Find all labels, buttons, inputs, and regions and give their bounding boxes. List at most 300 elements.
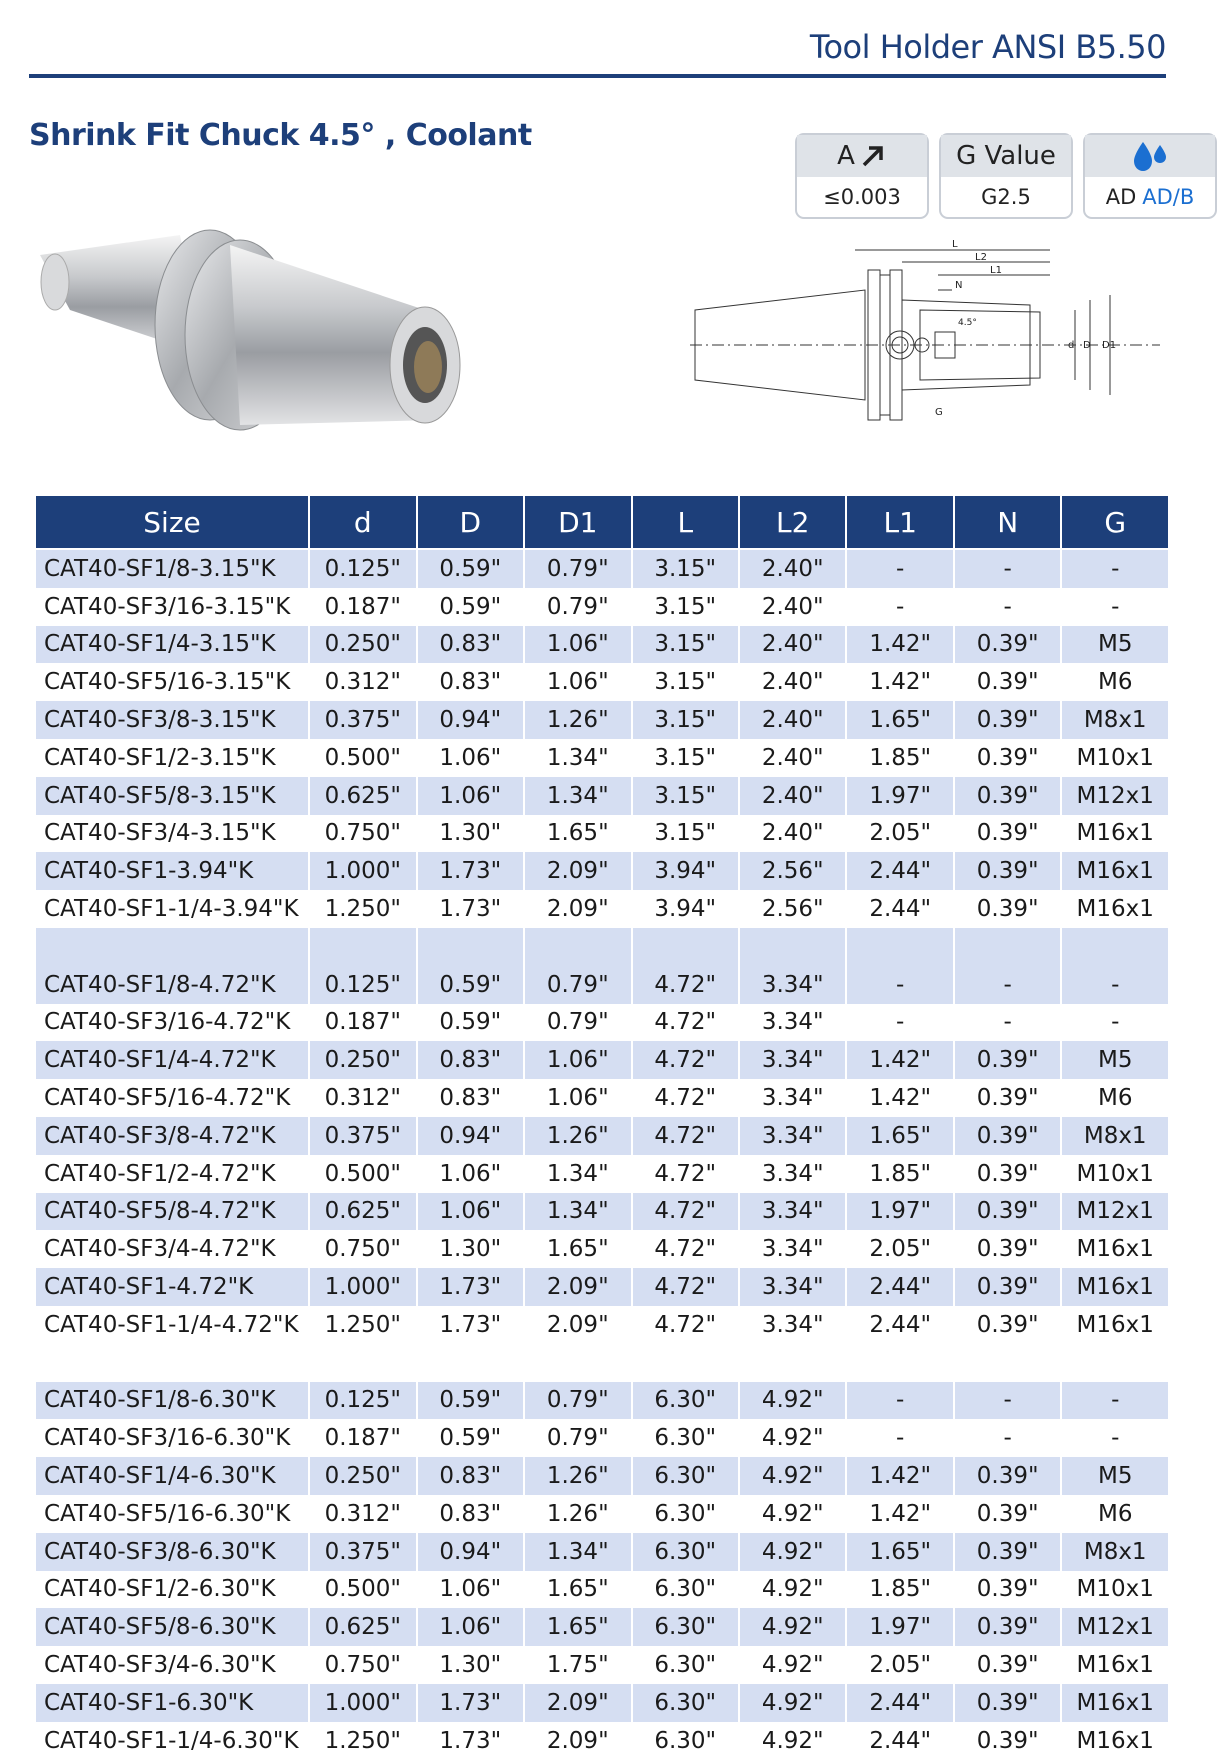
cell-d: 0.375" [310,1533,415,1571]
cell-l2: 3.34" [740,1193,845,1231]
cell-d: 0.500" [310,739,415,777]
cell-d: 0.250" [310,626,415,664]
cell-d: 1.000" [310,852,415,890]
cell-d: 1.73" [418,1722,523,1760]
cell-d1: 1.75" [525,1646,630,1684]
cell-n: 0.39" [955,852,1060,890]
cell-l2: 3.34" [740,1230,845,1268]
cell-n: 0.39" [955,815,1060,853]
cell-size: CAT40-SF3/4-4.72"K [36,1230,308,1268]
table-row [36,1722,1168,1760]
cell-n: 0.39" [955,663,1060,701]
col-D1: D1 [525,496,630,550]
cell-g: M10x1 [1062,739,1168,777]
cell-d: 0.59" [418,550,523,588]
table-row [36,626,1168,664]
cell-l: 3.15" [633,815,738,853]
cell-d1: 0.79" [525,1382,630,1420]
spacer-cell [633,928,738,966]
table-row [36,1457,1168,1495]
cell-size: CAT40-SF1/8-4.72"K [36,966,308,1004]
cell-d: 0.94" [418,701,523,739]
technical-drawing [690,239,1170,480]
cell-d: 0.187" [310,588,415,626]
cell-l1: 1.65" [847,1117,952,1155]
cell-size: CAT40-SF1-3.94"K [36,852,308,890]
table-row [36,663,1168,701]
cell-size: CAT40-SF1/4-6.30"K [36,1457,308,1495]
cell-d: 0.59" [418,588,523,626]
cell-d1: 1.26" [525,701,630,739]
cell-l: 3.94" [633,852,738,890]
cell-l: 4.72" [633,1306,738,1344]
cell-l1: 1.85" [847,1571,952,1609]
cell-g: M16x1 [1062,1684,1168,1722]
cell-size: CAT40-SF1/4-4.72"K [36,1041,308,1079]
cell-l: 4.72" [633,1193,738,1231]
spacer-cell [1062,1344,1168,1382]
col-L2: L2 [740,496,845,550]
cell-d1: 1.34" [525,739,630,777]
cell-l1: 1.42" [847,1495,952,1533]
cell-l: 6.30" [633,1646,738,1684]
cell-l1: 2.44" [847,1306,952,1344]
spacer-cell [310,1344,415,1382]
table-row [36,1079,1168,1117]
cell-l2: 4.92" [740,1382,845,1420]
cell-d: 0.125" [310,550,415,588]
cell-l1: 1.65" [847,1533,952,1571]
cell-d: 0.83" [418,1079,523,1117]
cell-l1: 2.05" [847,1646,952,1684]
cell-size: CAT40-SF3/16-4.72"K [36,1004,308,1042]
table-row [36,1268,1168,1306]
cell-n: 0.39" [955,1608,1060,1646]
cell-size: CAT40-SF1/2-3.15"K [36,739,308,777]
cell-g: - [1062,550,1168,588]
cell-l1: - [847,1004,952,1042]
cell-d1: 1.34" [525,1533,630,1571]
col-d: d [310,496,415,550]
cell-n: 0.39" [955,1495,1060,1533]
cell-d1: 1.06" [525,663,630,701]
spacer-cell [418,928,523,966]
cell-g: M8x1 [1062,1117,1168,1155]
cell-size: CAT40-SF5/8-4.72"K [36,1193,308,1231]
cell-d: 1.73" [418,1306,523,1344]
cell-g: - [1062,1382,1168,1420]
cell-l2: 2.40" [740,588,845,626]
dim-L1: L1 [990,265,1002,276]
cell-l1: 2.44" [847,1722,952,1760]
cell-l2: 3.34" [740,1306,845,1344]
cell-d: 1.250" [310,1722,415,1760]
spec-badges [795,133,1217,219]
cell-g: M5 [1062,1041,1168,1079]
cell-l2: 4.92" [740,1457,845,1495]
table-row [36,1193,1168,1231]
cell-g: M12x1 [1062,777,1168,815]
cell-d: 1.30" [418,815,523,853]
cell-d: 1.30" [418,1230,523,1268]
cell-l2: 2.40" [740,550,845,588]
cell-d: 0.59" [418,1382,523,1420]
table-row [36,1495,1168,1533]
dim-D1: D1 [1102,340,1117,351]
group-spacer-row [36,1344,1168,1382]
group-spacer-row [36,928,1168,966]
cell-d: 1.06" [418,777,523,815]
cell-l2: 2.40" [740,815,845,853]
cell-l2: 2.56" [740,852,845,890]
cell-size: CAT40-SF1-6.30"K [36,1684,308,1722]
cell-d: 1.73" [418,890,523,928]
cell-d: 0.375" [310,1117,415,1155]
cell-d1: 1.06" [525,1079,630,1117]
table-row [36,1117,1168,1155]
cell-g: M16x1 [1062,1306,1168,1344]
cell-g: M6 [1062,1495,1168,1533]
cell-size: CAT40-SF3/8-3.15"K [36,701,308,739]
cell-g: M16x1 [1062,1230,1168,1268]
cell-l2: 4.92" [740,1495,845,1533]
cell-l: 4.72" [633,1004,738,1042]
table-row [36,1684,1168,1722]
cell-d: 0.94" [418,1117,523,1155]
cell-d: 1.06" [418,739,523,777]
cell-size: CAT40-SF1-1/4-4.72"K [36,1306,308,1344]
document-header [29,18,1166,78]
cell-l1: 1.97" [847,1193,952,1231]
cell-d1: 0.79" [525,588,630,626]
cell-n: 0.39" [955,739,1060,777]
cell-d1: 1.65" [525,1608,630,1646]
cell-l2: 4.92" [740,1608,845,1646]
cell-g: M12x1 [1062,1193,1168,1231]
cell-l1: 1.42" [847,1457,952,1495]
cell-l1: 1.97" [847,777,952,815]
table-row [36,777,1168,815]
coolant-ad: AD [1105,185,1137,209]
cell-d1: 0.79" [525,966,630,1004]
spec-table [34,496,1170,1760]
spacer-cell [1062,928,1168,966]
cell-n: 0.39" [955,1155,1060,1193]
cell-size: CAT40-SF1-1/4-3.94"K [36,890,308,928]
product-photo [30,215,485,480]
cell-l: 3.94" [633,890,738,928]
cell-l1: 2.05" [847,1230,952,1268]
cell-d: 0.625" [310,1193,415,1231]
table-header-row [36,496,1168,550]
cell-l: 6.30" [633,1533,738,1571]
cell-d: 1.73" [418,852,523,890]
cell-l2: 3.34" [740,1268,845,1306]
table-row [36,966,1168,1004]
spacer-cell [36,1344,308,1382]
cell-d: 0.94" [418,1533,523,1571]
cell-d1: 0.79" [525,550,630,588]
cell-d: 1.06" [418,1193,523,1231]
cell-l: 3.15" [633,663,738,701]
cell-d1: 1.26" [525,1117,630,1155]
spacer-cell [310,928,415,966]
cell-d: 0.187" [310,1419,415,1457]
cell-g: - [1062,1419,1168,1457]
cell-n: 0.39" [955,1684,1060,1722]
cell-d: 1.000" [310,1268,415,1306]
catalog-title: Tool Holder ANSI B5.50 [809,28,1166,66]
cell-d1: 1.26" [525,1457,630,1495]
cell-n: 0.39" [955,1193,1060,1231]
dim-d: d [1068,340,1075,351]
cell-l1: 1.42" [847,663,952,701]
cell-l1: - [847,1419,952,1457]
cell-n: - [955,966,1060,1004]
dim-D: D [1083,340,1091,351]
spacer-cell [418,1344,523,1382]
cell-l1: - [847,588,952,626]
cell-l1: 1.85" [847,739,952,777]
table-row [36,1306,1168,1344]
cell-l: 4.72" [633,1155,738,1193]
cell-l: 3.15" [633,588,738,626]
cell-l: 6.30" [633,1495,738,1533]
cell-n: 0.39" [955,701,1060,739]
cell-size: CAT40-SF1/4-3.15"K [36,626,308,664]
spacer-cell [525,1344,630,1382]
cell-d: 0.500" [310,1571,415,1609]
cell-n: 0.39" [955,1079,1060,1117]
cell-n: 0.39" [955,1230,1060,1268]
cell-size: CAT40-SF5/8-3.15"K [36,777,308,815]
spacer-cell [740,928,845,966]
cell-d1: 0.79" [525,1004,630,1042]
table-row [36,1155,1168,1193]
cell-l2: 3.34" [740,966,845,1004]
g-value-value: G2.5 [981,185,1031,209]
cell-d: 0.312" [310,1495,415,1533]
cell-d: 0.59" [418,966,523,1004]
cell-d: 0.750" [310,1646,415,1684]
cell-l2: 3.34" [740,1041,845,1079]
cell-size: CAT40-SF5/16-4.72"K [36,1079,308,1117]
cell-size: CAT40-SF3/4-6.30"K [36,1646,308,1684]
cell-l: 4.72" [633,1117,738,1155]
cell-d: 1.30" [418,1646,523,1684]
cell-l2: 4.92" [740,1646,845,1684]
cell-d1: 2.09" [525,852,630,890]
cell-d: 0.250" [310,1457,415,1495]
cell-n: 0.39" [955,1722,1060,1760]
cell-d: 0.59" [418,1004,523,1042]
cell-n: - [955,550,1060,588]
cell-g: M8x1 [1062,1533,1168,1571]
table-row [36,815,1168,853]
cell-g: M10x1 [1062,1571,1168,1609]
cell-g: M6 [1062,663,1168,701]
cell-l: 3.15" [633,701,738,739]
cell-d: 1.250" [310,890,415,928]
cell-l2: 4.92" [740,1533,845,1571]
cell-d: 0.83" [418,1495,523,1533]
cell-l1: 1.42" [847,1079,952,1117]
cell-g: M8x1 [1062,701,1168,739]
cell-d1: 0.79" [525,1419,630,1457]
cell-l: 6.30" [633,1608,738,1646]
dim-L: L [952,239,958,250]
cell-n: 0.39" [955,1041,1060,1079]
table-row [36,1419,1168,1457]
cell-d: 0.125" [310,1382,415,1420]
cell-n: 0.39" [955,777,1060,815]
cell-g: - [1062,1004,1168,1042]
cell-l1: 2.05" [847,815,952,853]
cell-l1: 1.42" [847,1041,952,1079]
spacer-cell [955,928,1060,966]
cell-g: M16x1 [1062,1646,1168,1684]
cell-size: CAT40-SF3/8-4.72"K [36,1117,308,1155]
cell-d1: 1.34" [525,1193,630,1231]
cell-d: 0.59" [418,1419,523,1457]
table-row [36,550,1168,588]
cell-l2: 2.56" [740,890,845,928]
cell-d1: 1.06" [525,626,630,664]
cell-l: 6.30" [633,1419,738,1457]
table-row [36,739,1168,777]
col-size: Size [36,496,308,550]
cell-l: 6.30" [633,1382,738,1420]
spacer-cell [847,928,952,966]
cell-l1: 2.44" [847,1268,952,1306]
cell-d: 0.83" [418,663,523,701]
cell-d1: 1.65" [525,815,630,853]
col-G: G [1062,496,1168,550]
cell-l: 3.15" [633,626,738,664]
table-row [36,1230,1168,1268]
table-row [36,890,1168,928]
cell-d: 1.06" [418,1571,523,1609]
cell-l2: 2.40" [740,777,845,815]
cell-size: CAT40-SF1-1/4-6.30"K [36,1722,308,1760]
dim-angle: 4.5° [958,318,977,328]
cell-d: 1.73" [418,1684,523,1722]
cell-g: M16x1 [1062,852,1168,890]
coolant-badge [1083,133,1217,219]
cell-g: M10x1 [1062,1155,1168,1193]
cell-size: CAT40-SF5/16-6.30"K [36,1495,308,1533]
cell-l1: 1.85" [847,1155,952,1193]
cell-g: M5 [1062,626,1168,664]
cell-d: 1.250" [310,1306,415,1344]
dim-L2: L2 [975,252,987,263]
table-row [36,1004,1168,1042]
cell-size: CAT40-SF3/16-3.15"K [36,588,308,626]
col-L1: L1 [847,496,952,550]
cell-l2: 4.92" [740,1684,845,1722]
cell-l1: 1.42" [847,626,952,664]
g-value-label: G Value [941,135,1071,177]
cell-size: CAT40-SF1-4.72"K [36,1268,308,1306]
cell-d: 0.750" [310,815,415,853]
cell-d: 0.83" [418,626,523,664]
cell-l2: 4.92" [740,1571,845,1609]
cell-l: 4.72" [633,1079,738,1117]
cell-size: CAT40-SF1/8-3.15"K [36,550,308,588]
table-row [36,1382,1168,1420]
cell-d: 1.06" [418,1155,523,1193]
cell-n: - [955,1004,1060,1042]
cell-d: 1.000" [310,1684,415,1722]
cell-l1: 1.65" [847,701,952,739]
cell-l1: 2.44" [847,852,952,890]
cell-size: CAT40-SF3/16-6.30"K [36,1419,308,1457]
cell-l1: - [847,1382,952,1420]
cell-g: M16x1 [1062,1268,1168,1306]
cell-g: M16x1 [1062,890,1168,928]
cell-l: 4.72" [633,966,738,1004]
cell-n: 0.39" [955,1571,1060,1609]
cell-d: 1.73" [418,1268,523,1306]
cell-d1: 2.09" [525,1268,630,1306]
col-N: N [955,496,1060,550]
cell-g: - [1062,588,1168,626]
cell-d1: 2.09" [525,1306,630,1344]
cell-d: 0.125" [310,966,415,1004]
cell-d: 0.250" [310,1041,415,1079]
spacer-cell [740,1344,845,1382]
cell-l2: 3.34" [740,1117,845,1155]
col-D: D [418,496,523,550]
cell-n: 0.39" [955,1646,1060,1684]
cell-l1: - [847,550,952,588]
cell-n: - [955,588,1060,626]
cell-l: 3.15" [633,777,738,815]
table-row [36,1041,1168,1079]
cell-size: CAT40-SF5/16-3.15"K [36,663,308,701]
coolant-adb: AD/B [1142,185,1195,209]
cell-g: - [1062,966,1168,1004]
cell-l2: 2.40" [740,701,845,739]
dim-G: G [935,407,943,418]
table-row [36,588,1168,626]
cell-l2: 3.34" [740,1155,845,1193]
table-row [36,1533,1168,1571]
cell-d: 0.750" [310,1230,415,1268]
spacer-cell [847,1344,952,1382]
spacer-cell [955,1344,1060,1382]
spacer-cell [633,1344,738,1382]
cell-l: 6.30" [633,1684,738,1722]
runout-label: A [837,141,855,171]
cell-l: 4.72" [633,1041,738,1079]
cell-l1: 2.44" [847,890,952,928]
cell-size: CAT40-SF1/2-4.72"K [36,1155,308,1193]
cell-n: 0.39" [955,1533,1060,1571]
cell-d: 0.375" [310,701,415,739]
cell-l2: 3.34" [740,1079,845,1117]
cell-d1: 2.09" [525,1684,630,1722]
cell-l2: 2.40" [740,739,845,777]
cell-l: 4.72" [633,1268,738,1306]
spacer-cell [525,928,630,966]
cell-l: 3.15" [633,739,738,777]
dim-N: N [955,280,963,291]
cell-l2: 2.40" [740,663,845,701]
arrow-up-right-icon [859,142,887,170]
cell-l: 3.15" [633,550,738,588]
cell-n: - [955,1382,1060,1420]
